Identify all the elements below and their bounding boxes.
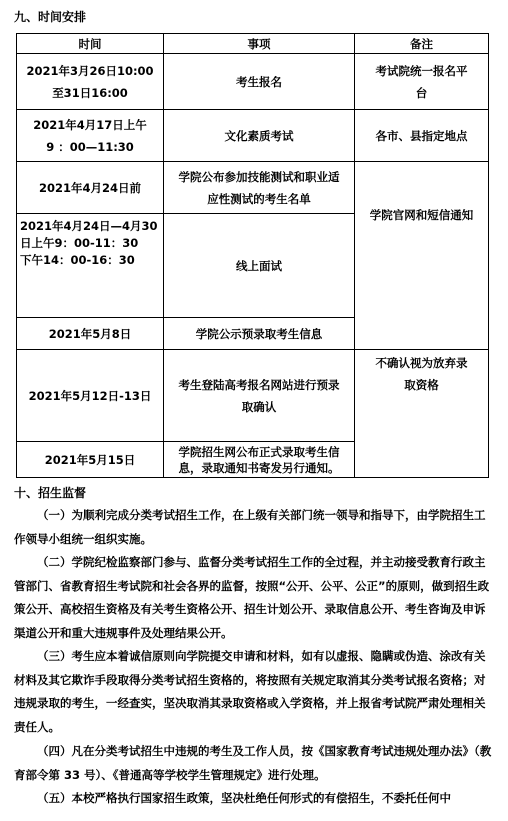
paragraph-5: （五）本校严格执行国家招生政策，坚决杜绝任何形式的有偿招生，不委托任何中 (37, 791, 451, 805)
section-9-title: 九、时间安排 (14, 10, 87, 24)
cell-time: 2021年5月8日 (17, 318, 164, 350)
paragraph-3: （三）考生应本着诚信原则向学院提交申请和材料，如有以虚报、隐瞒或伪造、涂改有关材料及其它欺诈手段取得分类考试招生资格的，将按照有关规定取消其分类考试报名资格；对违规录取的考生，一经查实，坚决取消其录取资格或入学资格，并上报省考试院严肃处理相关责任人。 (14, 649, 486, 734)
cell-item: 线上面试 (164, 214, 355, 318)
cell-time: 2021年5月15日 (17, 442, 164, 478)
header-item: 事项 (164, 34, 355, 54)
table-header-row (17, 34, 489, 54)
cell-item: 学院招生网公布正式录取考生信 息，录取通知书寄发另行通知。 (164, 442, 355, 478)
paragraph-2: （二）学院纪检监察部门参与、监督分类考试招生工作的全过程，并主动接受教育行政主管部门、省教育招生考试院和社会各界的监督，按照“公开、公平、公正”的原则，做到招生政策公开、高校招生资格及有关考生资格公开、招生计划公开、录取信息公开、考生咨询及申诉渠道公开和重大违规事件及处理结果公开。 (14, 555, 490, 640)
cell-time: 2021年5月12日-13日 (17, 350, 164, 442)
table-row (17, 110, 489, 162)
cell-note: 各市、县指定地点 (355, 110, 489, 162)
paragraph-1: （一）为顺利完成分类考试招生工作，在上级有关部门统一领导和指导下，由学院招生工作领导小组统一组织实施。 (14, 508, 486, 546)
cell-item: 学院公布参加技能测试和职业适 应性测试的考生名单 (164, 162, 355, 214)
table-row (17, 350, 489, 442)
cell-time: 2021年4月24日前 (17, 162, 164, 214)
header-time: 时间 (17, 34, 164, 54)
schedule-table (16, 33, 489, 478)
cell-time: 2021年3月26日10:00 至31日16:00 (17, 54, 164, 110)
section-10-title: 十、招生监督 (14, 486, 87, 500)
cell-item: 学院公示预录取考生信息 (164, 318, 355, 350)
table-row (17, 54, 489, 110)
cell-note: 不确认视为放弃录 取资格 (355, 350, 489, 478)
table-row (17, 162, 489, 214)
cell-note: 考试院统一报名平 台 (355, 54, 489, 110)
cell-item: 文化素质考试 (164, 110, 355, 162)
cell-item: 考生报名 (164, 54, 355, 110)
paragraph-4: （四）凡在分类考试招生中违规的考生及工作人员，按《国家教育考试违规处理办法》（教育部令第 33 号）、《普通高等学校学生管理规定》进行处理。 (14, 744, 492, 782)
cell-item: 考生登陆高考报名网站进行预录 取确认 (164, 350, 355, 442)
header-note: 备注 (355, 34, 489, 54)
cell-note: 学院官网和短信通知 (355, 162, 489, 350)
cell-time: 2021年4月24日—4月30 日上午9：00-11：30 下午14：00-16：30 (17, 214, 164, 318)
cell-time: 2021年4月17日上午 9 ：00—11:30 (17, 110, 164, 162)
